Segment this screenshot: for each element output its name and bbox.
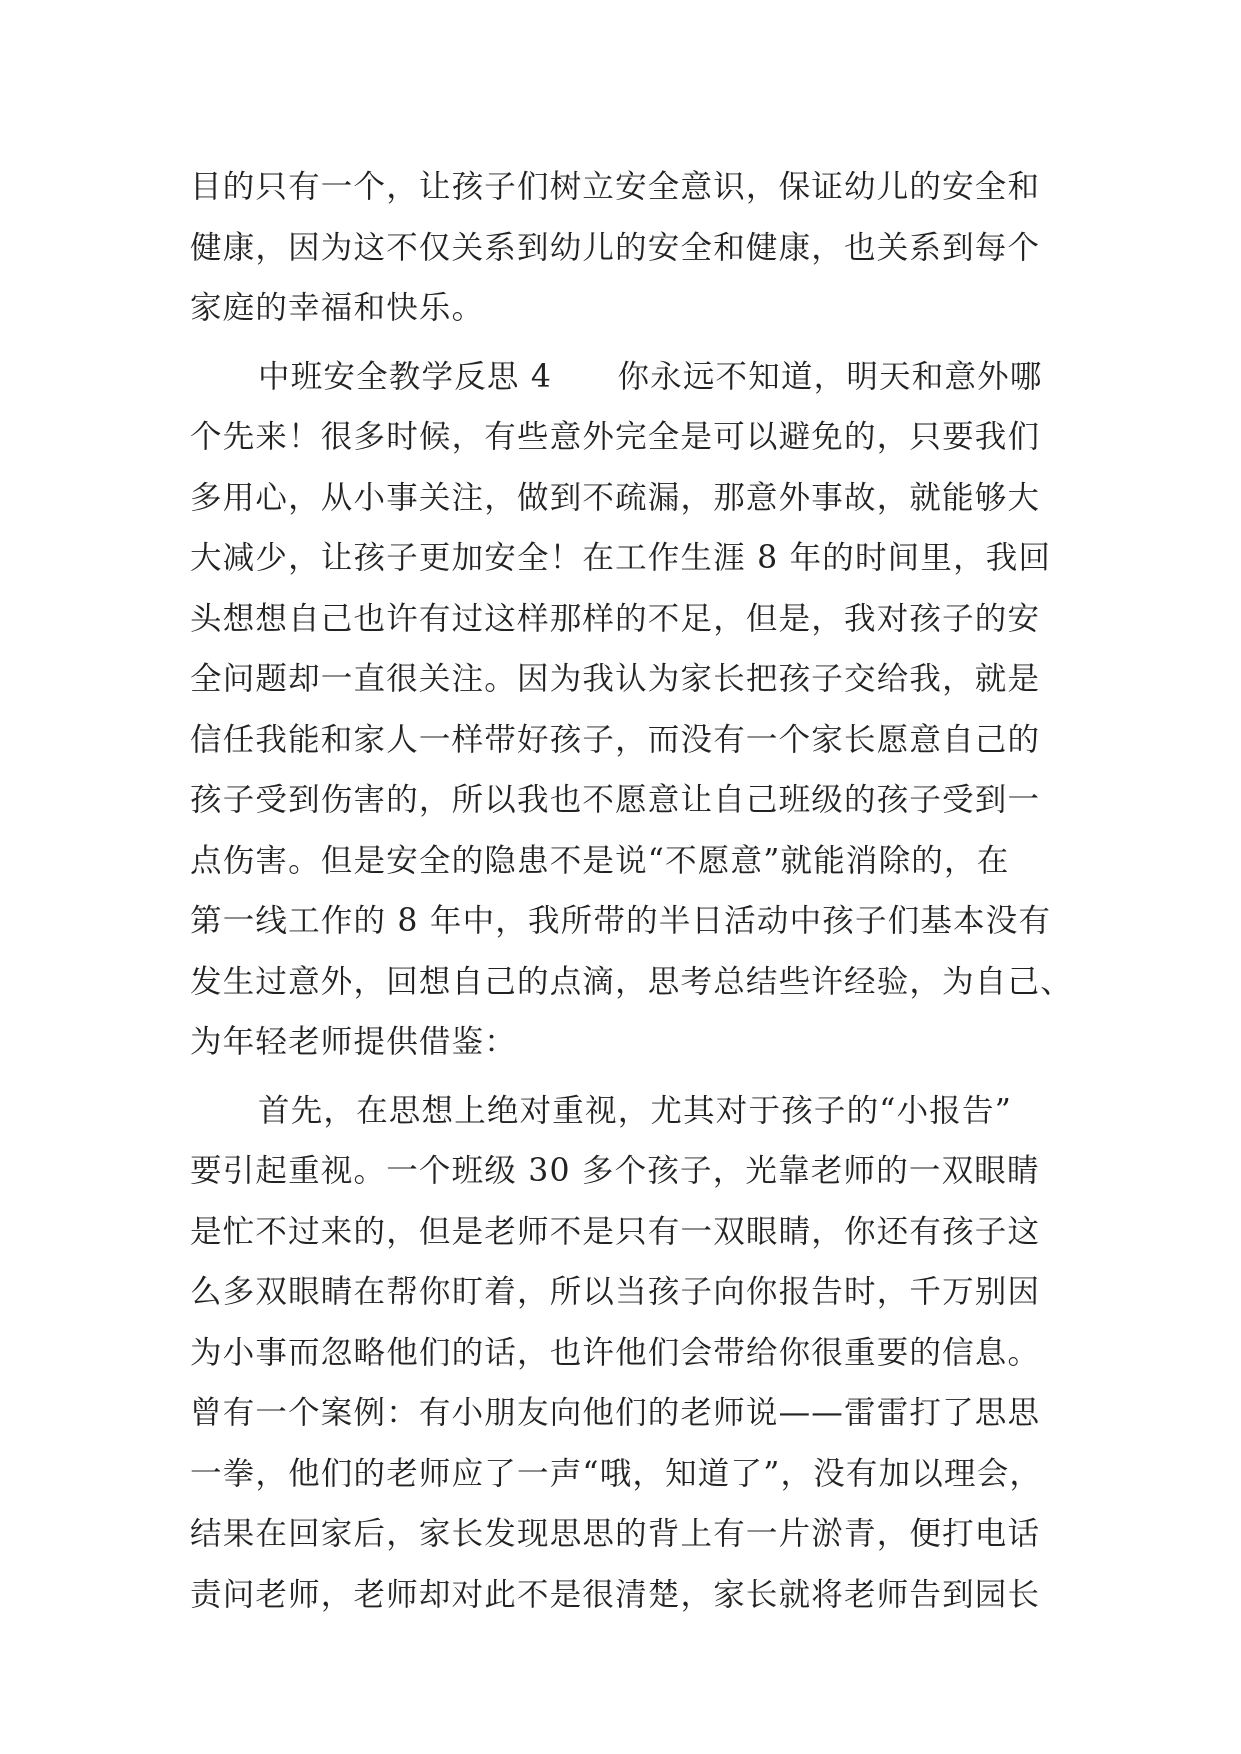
text-line: 为小事而忽略他们的话，也许他们会带给你很重要的信息。 [190,1334,1041,1371]
text-line: 结果在回家后，家长发现思思的背上有一片淤青，便打电话 [190,1516,1041,1552]
text-line: 一拳，他们的老师应了一声“哦，知道了”，没有加以理会， [190,1455,1043,1492]
text-line: 曾有一个案例：有小朋友向他们的老师说——雷雷打了思思 [190,1395,1041,1431]
text-line: 么多双眼睛在帮你盯着，所以当孩子向你报告时，千万别因 [190,1274,1041,1310]
text-line: 点伤害。但是安全的隐患不是说“不愿意”就能消除的，在 [190,842,1010,879]
text-line: 个先来！很多时候，有些意外完全是可以避免的，只要我们 [190,419,1041,455]
text-line: 健康，因为这不仅关系到幼儿的安全和健康，也关系到每个 [190,229,1041,266]
text-line: 发生过意外，回想自己的点滴，思考总结些许经验，为自己、 [190,963,1073,1000]
paragraph-start-line: 首先，在思想上绝对重视，尤其对于孩子的“小报告” [258,1092,1013,1129]
text-line: 第一线工作的 8 年中，我所带的半日活动中孩子们基本没有 [190,903,1052,939]
section-heading-line: 中班安全教学反思 4 你永远不知道，明天和意外哪 [258,358,1043,395]
text-line: 多用心，从小事关注，做到不疏漏，那意外事故，就能够大 [190,479,1041,516]
text-line: 大减少，让孩子更加安全！在工作生涯 8 年的时间里，我回 [190,540,1052,576]
text-line: 家庭的幸福和快乐。 [190,290,485,326]
document-body [190,157,1073,1625]
text-line: 头想想自己也许有过这样那样的不足，但是，我对孩子的安 [190,600,1041,637]
text-line: 是忙不过来的，但是老师不是只有一双眼睛，你还有孩子这 [190,1213,1041,1250]
text-line: 全问题却一直很关注。因为我认为家长把孩子交给我，就是 [190,661,1041,697]
text-line: 为年轻老师提供借鉴： [190,1024,518,1060]
text-line: 责问老师，老师却对此不是很清楚，家长就将老师告到园长 [190,1576,1041,1613]
text-line: 要引起重视。一个班级 30 多个孩子，光靠老师的一双眼睛 [190,1153,1040,1189]
text-line: 目的只有一个，让孩子们树立安全意识，保证幼儿的安全和 [190,169,1041,205]
text-line: 孩子受到伤害的，所以我也不愿意让自己班级的孩子受到一 [190,782,1041,818]
text-line: 信任我能和家人一样带好孩子，而没有一个家长愿意自己的 [190,721,1041,758]
